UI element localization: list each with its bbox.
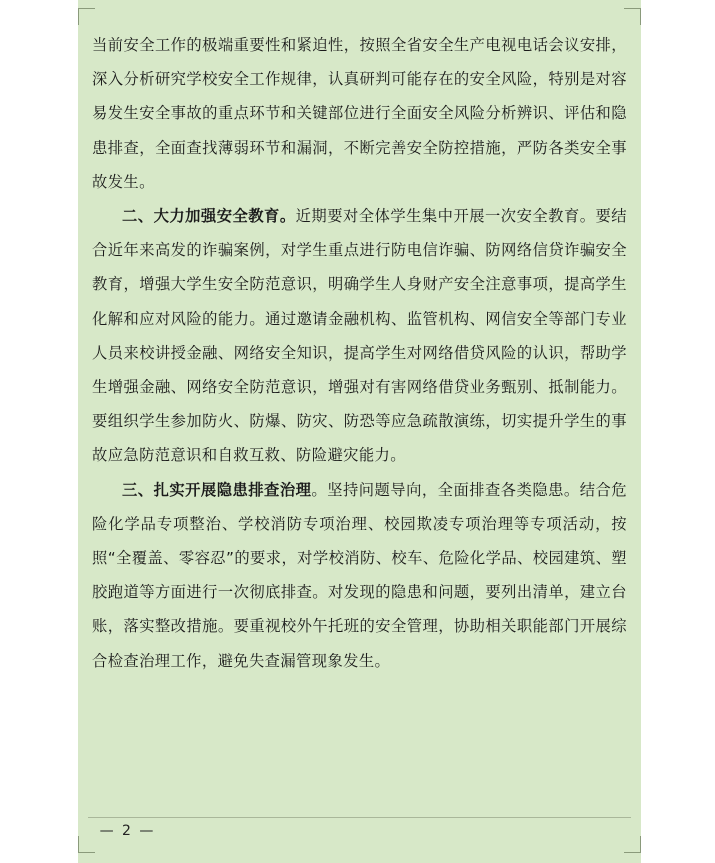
page-footer: [0, 817, 715, 847]
paragraph-1-text: 当前安全工作的极端重要性和紧迫性，按照全省安全生产电视电话会议安排，深入分析研究学校安全工作规律，认真研判可能存在的安全风险，特别是对容易发生安全事故的重点环节和关键部位进行全面安全风险分析辨识、评估和隐患排查，全面查找薄弱环节和漏洞，不断完善安全防控措施，严防各类安全事故发生。: [92, 36, 627, 191]
crop-mark-top-right-icon: [624, 8, 641, 25]
footer-divider: [88, 817, 631, 818]
page-number: — 2 —: [99, 823, 156, 839]
paragraph-2-heading: 二、大力加强安全教育。: [122, 207, 296, 226]
paragraph-3-text: 。坚持问题导向，全面排查各类隐患。结合危险化学品专项整治、学校消防专项治理、校园欺凌专项治理等专项活动，按照“全覆盖、零容忍”的要求，对学校消防、校车、危险化学品、校园建筑、塑胶跑道等方面进行一次彻底排查。对发现的隐患和问题，要列出清单，建立台账，落实整改措施。要重视校外午托班的安全管理，协助相关职能部门开展综合检查治理工作，避免失查漏管现象发生。: [92, 480, 627, 670]
paragraph-3-heading: 三、扎实开展隐患排查治理: [122, 480, 312, 499]
paragraph-3: [92, 473, 627, 678]
crop-mark-top-left-icon: [78, 8, 95, 25]
paragraph-1: [92, 28, 627, 199]
right-margin: [641, 0, 715, 863]
left-margin: [0, 0, 78, 863]
paragraph-2: [92, 199, 627, 473]
document-body: [92, 28, 627, 805]
paragraph-2-text: 近期要对全体学生集中开展一次安全教育。要结合近年来高发的诈骗案例，对学生重点进行防电信诈骗、防网络信贷诈骗安全教育，增强大学生安全防范意识，明确学生人身财产安全注意事项，提高学生化解和应对风险的能力。通过邀请金融机构、监管机构、网信安全等部门专业人员来校讲授金融、网络安全知识，提高学生对网络借贷风险的认识，帮助学生增强金融、网络安全防范意识，增强对有害网络借贷业务甄别、抵制能力。要组织学生参加防火、防爆、防灾、防恐等应急疏散演练，切实提升学生的事故应急防范意识和自救互救、防险避灾能力。: [92, 207, 627, 465]
